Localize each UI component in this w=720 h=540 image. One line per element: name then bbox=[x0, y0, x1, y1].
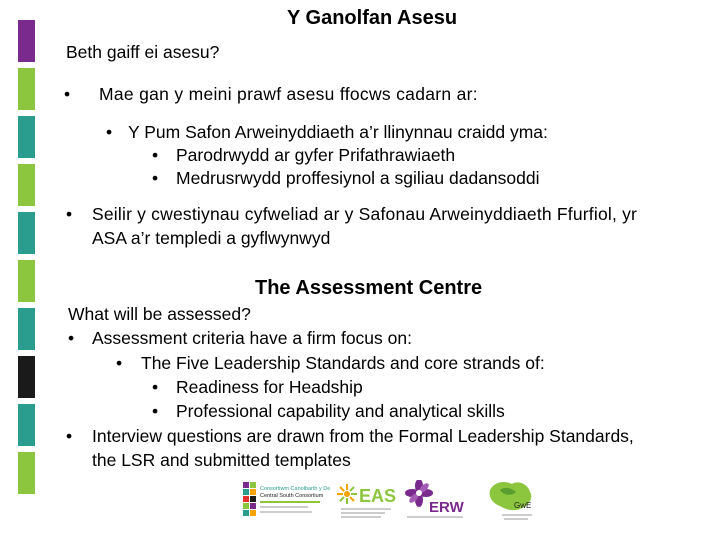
english-question: What will be assessed? bbox=[68, 304, 251, 324]
stripe-green bbox=[18, 68, 35, 110]
svg-text:GwE: GwE bbox=[514, 501, 532, 510]
bullet-marker: • bbox=[152, 168, 159, 188]
english-sub1b: Professional capability and analytical skills bbox=[176, 401, 505, 421]
svg-text:EAS: EAS bbox=[359, 486, 397, 506]
welsh-sub1: Y Pum Safon Arweinyddiaeth a’r llinynnau craidd yma: bbox=[128, 122, 548, 142]
svg-text:Central South Consortium: Central South Consortium bbox=[260, 493, 324, 499]
erw-flower-icon bbox=[403, 480, 469, 522]
erw-logo bbox=[403, 480, 469, 522]
bullet-marker: • bbox=[66, 426, 73, 446]
welsh-bullet2-line1: Seilir y cwestiynau cyfweliad ar y Safonau Arweinyddiaeth Ffurfiol, yr bbox=[92, 204, 638, 224]
english-bullet1: Assessment criteria have a firm focus on: bbox=[92, 328, 412, 348]
stripe-teal bbox=[18, 404, 35, 446]
bullet-marker: • bbox=[152, 401, 159, 421]
bullet-marker: • bbox=[152, 377, 159, 397]
eas-logo bbox=[337, 480, 397, 522]
welsh-question: Beth gaiff ei asesu? bbox=[66, 42, 220, 62]
welsh-title: Y Ganolfan Asesu bbox=[287, 7, 458, 29]
english-bullet2-line2: the LSR and submitted templates bbox=[92, 450, 351, 470]
welsh-bullet1: Mae gan y meini prawf asesu ffocws cadarn ar: bbox=[99, 84, 478, 104]
stripe-purple bbox=[18, 20, 35, 62]
english-bullet2-line1: Interview questions are drawn from the Formal Leadership Standards, bbox=[92, 426, 634, 446]
csc-emblem-icon bbox=[243, 480, 333, 520]
bullet-marker: • bbox=[152, 145, 159, 165]
english-sub1: The Five Leadership Standards and core strands of: bbox=[141, 353, 545, 373]
svg-text:Consortiwm Canolbarth y De: Consortiwm Canolbarth y De bbox=[260, 486, 331, 492]
stripe-green bbox=[18, 164, 35, 206]
stripe-teal bbox=[18, 212, 35, 254]
bullet-marker: • bbox=[64, 84, 71, 104]
english-title: The Assessment Centre bbox=[255, 277, 483, 299]
eas-sunburst-icon bbox=[337, 480, 397, 522]
svg-text:ERW: ERW bbox=[429, 499, 464, 516]
bullet-marker: • bbox=[106, 122, 113, 142]
welsh-bullet2-line2: ASA a’r templedi a gyflwynwyd bbox=[92, 228, 331, 248]
csc-logo bbox=[243, 480, 333, 520]
bullet-marker: • bbox=[68, 328, 75, 348]
stripe-black bbox=[18, 356, 35, 398]
gwe-logo bbox=[486, 478, 536, 522]
stripe-teal bbox=[18, 116, 35, 158]
bullet-marker: • bbox=[116, 353, 123, 373]
bullet-marker: • bbox=[66, 204, 73, 224]
welsh-sub1b: Medrusrwydd proffesiynol a sgiliau dadansoddi bbox=[176, 168, 540, 188]
stripe-green bbox=[18, 452, 35, 494]
english-sub1a: Readiness for Headship bbox=[176, 377, 363, 397]
stripe-green bbox=[18, 260, 35, 302]
gwe-map-icon bbox=[486, 478, 536, 522]
welsh-sub1a: Parodrwydd ar gyfer Prifathrawiaeth bbox=[176, 145, 456, 165]
stripe-teal bbox=[18, 308, 35, 350]
